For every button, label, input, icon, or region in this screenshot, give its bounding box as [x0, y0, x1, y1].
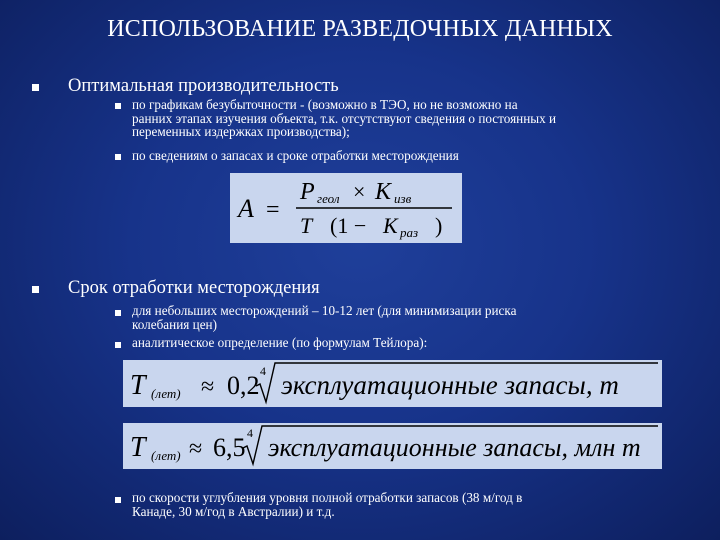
formula-a-num-k: K — [375, 179, 392, 205]
formula-taylor-tonnes — [123, 360, 662, 407]
bullet-square-icon — [115, 497, 121, 503]
list-item-breakeven — [132, 98, 556, 139]
list-item-line: колебания цен) — [132, 316, 217, 332]
formula-b-t: T — [130, 370, 146, 401]
formula-c-radicand: эксплуатационные запасы, млн т — [268, 433, 641, 462]
formula-b-root-index: 4 — [260, 364, 266, 378]
bullet-square-icon — [115, 103, 121, 109]
formula-a-den-k: K — [383, 213, 398, 238]
list-item-line: аналитическое определение (по формулам Тейлора): — [132, 335, 428, 350]
bullet-square-icon — [32, 84, 39, 91]
formula-b-approx: ≈ — [201, 374, 215, 400]
formula-a-den-close: ) — [435, 213, 443, 238]
bullet-square-icon — [115, 154, 121, 160]
list-item-small-deposits — [132, 304, 516, 331]
formula-a-num-p-sub: геол — [317, 191, 340, 206]
bullet-square-icon — [115, 342, 121, 348]
list-item-reserves — [132, 149, 459, 163]
list-item-line: ранних этапах изучения объекта, т.к. отсутствуют сведения о постоянных и — [132, 110, 557, 126]
formula-a-times: × — [353, 179, 366, 204]
list-item-taylor — [132, 336, 427, 350]
bullet-square-icon — [115, 310, 121, 316]
formula-a-num-k-sub: изв — [394, 191, 412, 206]
formula-a-den-k-sub: раз — [400, 225, 419, 240]
formula-c-t: T — [130, 432, 146, 463]
list-item-line: по скорости углубления уровня полной отработки запасов (38 м/год в — [132, 490, 523, 505]
list-item-line: по сведениям о запасах и сроке отработки месторождения — [132, 148, 459, 163]
formula-a-num-p: P — [300, 179, 315, 205]
formula-a-den-paren: (1 − — [330, 213, 367, 238]
list-item-line: для небольших месторождений – 10-12 лет (для минимизации риска — [132, 303, 517, 318]
formula-c-sub: (лет) — [151, 448, 181, 463]
slide-title: ИСПОЛЬЗОВАНИЕ РАЗВЕДОЧНЫХ ДАННЫХ — [107, 16, 613, 42]
formula-b-radicand: эксплуатационные запасы, т — [281, 370, 619, 400]
formula-b-sub: (лет) — [151, 386, 181, 401]
list-item-line: переменных издержках производства); — [132, 124, 350, 139]
formula-a-eq: = — [266, 197, 280, 223]
formula-productivity — [230, 173, 462, 243]
formula-taylor-million-tonnes — [123, 423, 662, 469]
formula-c-root-index: 4 — [247, 426, 253, 440]
bullet-square-icon — [32, 286, 39, 293]
list-item-deepening-rate — [132, 491, 522, 518]
list-item-line: Канаде, 30 м/год в Австралии) и т.д. — [132, 503, 335, 519]
formula-a-lhs: A — [238, 194, 254, 223]
formula-c-approx: ≈ — [189, 436, 203, 462]
formula-c-coef: 6,5 — [213, 433, 246, 462]
formula-a-den-t: T — [300, 213, 313, 238]
section-heading-productivity: Оптимальная производительность — [68, 76, 339, 96]
formula-b-coef: 0,2 — [227, 371, 260, 400]
list-item-line: по графикам безубыточности - (возможно в ТЭО, но не возможно на — [132, 97, 518, 112]
section-heading-lifetime: Срок отработки месторождения — [68, 278, 320, 298]
